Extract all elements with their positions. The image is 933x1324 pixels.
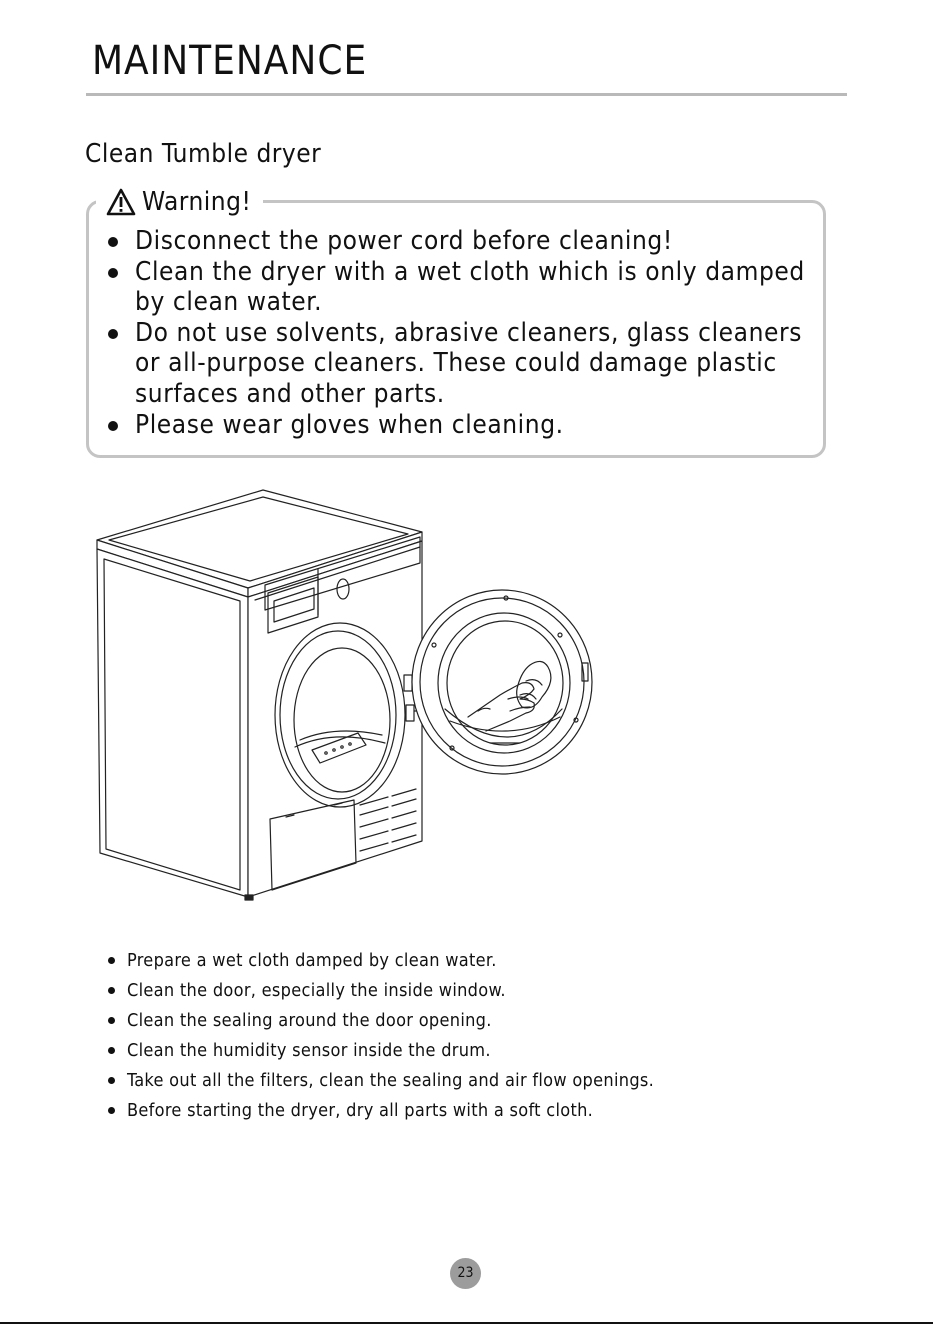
list-item: Take out all the filters, clean the sealing and air flow openings. <box>104 1066 654 1096</box>
page-number-badge: 23 <box>450 1258 481 1289</box>
list-item: Clean the humidity sensor inside the drum. <box>104 1036 654 1066</box>
warning-label: Warning! <box>142 187 252 217</box>
list-item: Clean the sealing around the door opening. <box>104 1006 654 1036</box>
warning-item: Disconnect the power cord before cleaning! <box>104 226 824 257</box>
warning-triangle-icon <box>106 188 136 216</box>
title-divider <box>86 93 847 96</box>
list-item: Prepare a wet cloth damped by clean water. <box>104 946 654 976</box>
cleaning-steps-list <box>104 946 654 1126</box>
warning-item: Please wear gloves when cleaning. <box>104 410 824 441</box>
warning-heading <box>96 182 263 222</box>
warning-list <box>104 226 824 440</box>
list-item: Clean the door, especially the inside window. <box>104 976 654 1006</box>
page-title: MAINTENANCE <box>92 38 368 84</box>
dryer-illustration <box>90 485 610 910</box>
warning-item: Do not use solvents, abrasive cleaners, glass cleaners or all-purpose cleaners. These could damage plastic surfaces and other parts. <box>104 318 824 410</box>
warning-item: Clean the dryer with a wet cloth which is only damped by clean water. <box>104 257 824 318</box>
list-item: Before starting the dryer, dry all parts with a soft cloth. <box>104 1096 654 1126</box>
section-title: Clean Tumble dryer <box>85 139 322 169</box>
